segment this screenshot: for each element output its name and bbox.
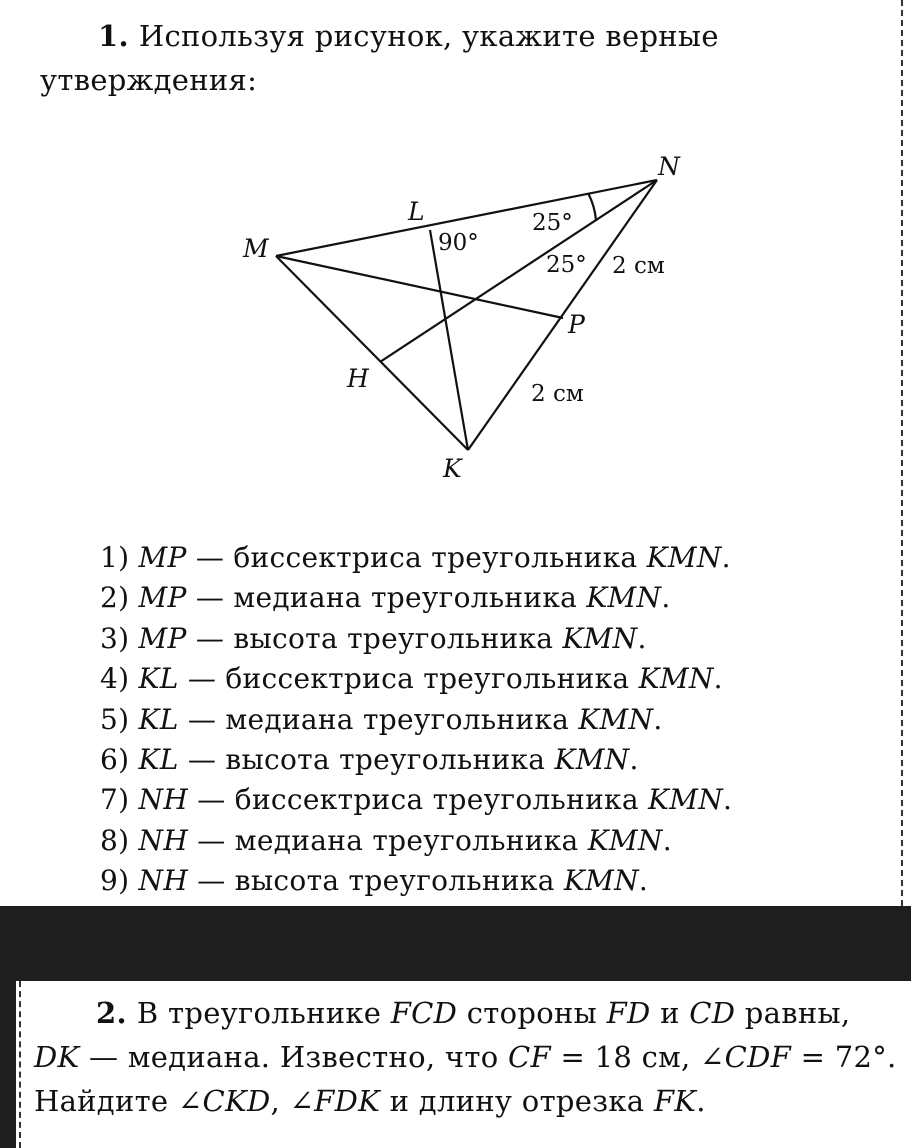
angle-label-25-upper: 25°	[532, 210, 573, 236]
task-2-statement: 2. В треугольнике FCD стороны FD и CD равны, DK — медиана. Известно, что CF = 18 см, ∠CDF = 72°. Найдите ∠CKD, ∠FDK и длину отрезка FK.	[34, 996, 897, 1118]
length-label-pk: 2 см	[531, 381, 584, 407]
option-5: 5) KL — медиана треугольника KMN.	[100, 702, 663, 736]
point-label-l: L	[408, 197, 425, 226]
point-label-h: H	[347, 364, 369, 393]
triangle-figure	[0, 0, 911, 520]
option-2: 2) MP — медиана треугольника KMN.	[100, 581, 671, 615]
option-8: 8) NH — медиана треугольника KMN.	[100, 823, 672, 857]
angle-arc-1	[588, 193, 596, 220]
option-1: 1) MP — биссектриса треугольника KMN.	[100, 541, 731, 574]
task-number: 2.	[96, 996, 127, 1030]
option-7: 7) NH — биссектриса треугольника KMN.	[100, 783, 733, 817]
option-9: 9) NH — высота треугольника KMN.	[100, 864, 649, 898]
angle-label-25-lower: 25°	[546, 252, 587, 278]
vertex-label-n: N	[658, 152, 680, 181]
option-6: 6) KL — высота треугольника KMN.	[100, 743, 639, 777]
vertex-label-k: K	[443, 454, 462, 483]
length-label-np: 2 см	[612, 253, 665, 279]
option-3: 3) MP — высота треугольника KMN.	[100, 621, 647, 655]
segment-mp	[276, 256, 563, 318]
cut-line	[19, 981, 21, 1148]
vertex-label-m: M	[243, 234, 269, 263]
option-4: 4) KL — биссектриса треугольника KMN.	[100, 662, 723, 696]
angle-label-90: 90°	[438, 230, 479, 256]
point-label-p: P	[568, 310, 585, 339]
task-2-panel	[16, 981, 911, 1148]
task-text: Используя рисунок, укажите верные утверждения:	[40, 19, 719, 97]
options-list	[100, 538, 732, 902]
task-number: 1.	[98, 19, 129, 53]
